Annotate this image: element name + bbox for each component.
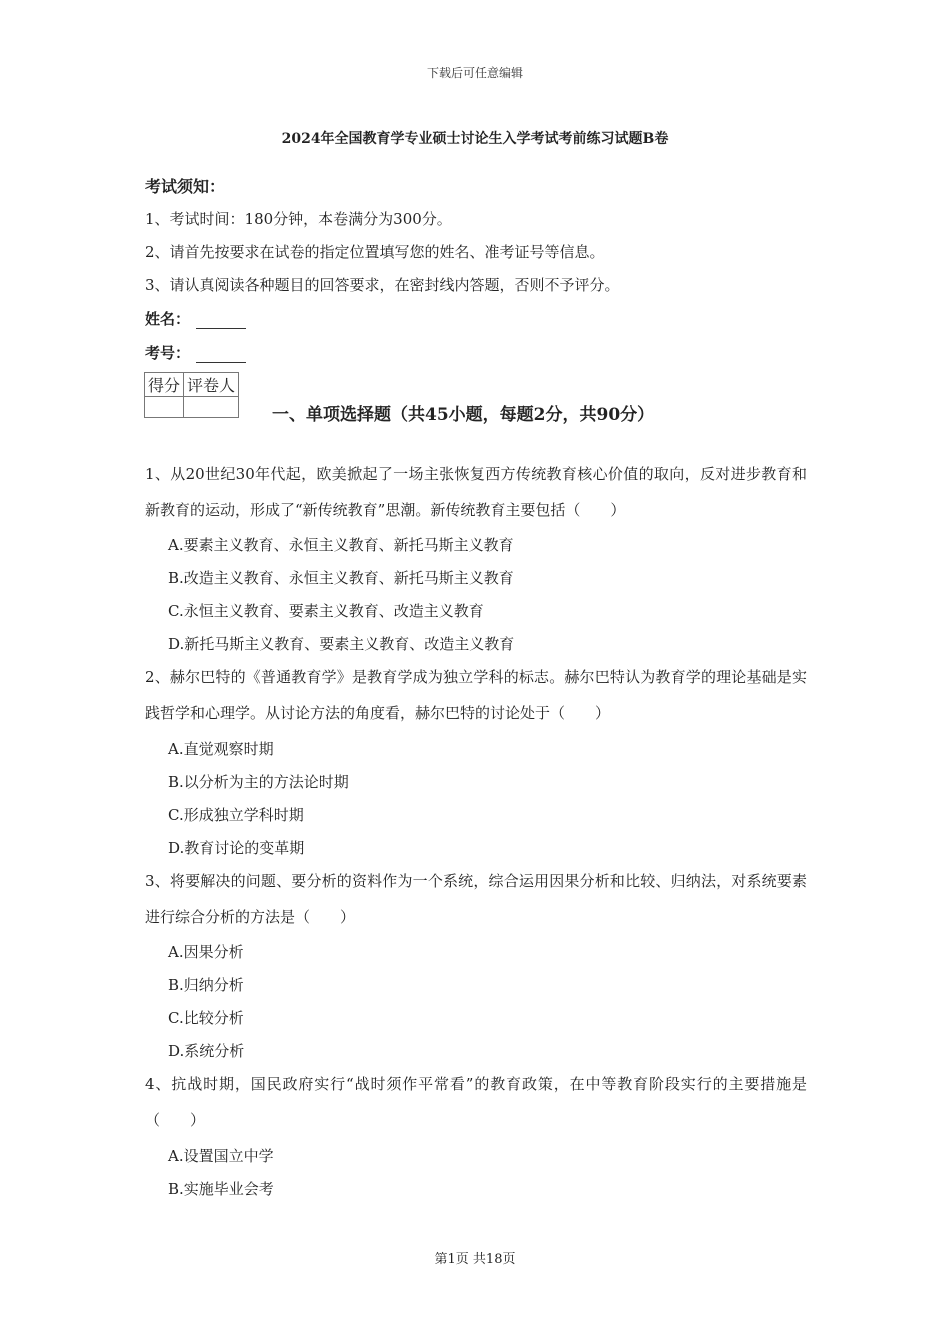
document-title: 2024年全国教育学专业硕士讨论生入学考试考前练习试题B卷	[281, 131, 669, 147]
option: C.永恒主义教育、要素主义教育、改造主义教育	[168, 602, 484, 620]
score-header: 得分	[145, 373, 184, 397]
option: A.要素主义教育、永恒主义教育、新托马斯主义教育	[168, 536, 514, 554]
id-field	[145, 342, 246, 363]
option: A.直觉观察时期	[168, 740, 274, 758]
notice-item: 2、请首先按要求在试卷的指定位置填写您的姓名、准考证号等信息。	[145, 243, 605, 261]
option: C.比较分析	[168, 1009, 244, 1027]
option: B.改造主义教育、永恒主义教育、新托马斯主义教育	[168, 569, 514, 587]
option: A.因果分析	[168, 943, 244, 961]
id-label: 考号：	[145, 344, 191, 362]
score-cell[interactable]	[145, 397, 184, 418]
question-stem: 2、赫尔巴特的《普通教育学》是教育学成为独立学科的标志。赫尔巴特认为教育学的理论基础是实践哲学和心理学。从讨论方法的角度看，赫尔巴特的讨论处于（ ）	[145, 668, 807, 722]
option: D.系统分析	[168, 1042, 245, 1060]
option: B.以分析为主的方法论时期	[168, 773, 349, 791]
page-header: 下载后可任意编辑	[426, 66, 523, 80]
option: D.教育讨论的变革期	[168, 839, 305, 857]
grader-header: 评卷人	[184, 373, 239, 397]
id-blank[interactable]	[196, 348, 246, 363]
page-footer: 第1页 共18页	[434, 1252, 516, 1267]
question-stem: 1、从20世纪30年代起，欧美掀起了一场主张恢复西方传统教育核心价值的取向，反对进步教育和新教育的运动，形成了“新传统教育”思潮。新传统教育主要包括（ ）	[145, 465, 807, 519]
option: D.新托马斯主义教育、要素主义教育、改造主义教育	[168, 635, 515, 653]
question-stem: 4、抗战时期，国民政府实行“战时须作平常看”的教育政策，在中等教育阶段实行的主要措施是（ ）	[145, 1075, 807, 1129]
option: B.实施毕业会考	[168, 1180, 274, 1198]
option: C.形成独立学科时期	[168, 806, 304, 824]
name-label: 姓名：	[145, 310, 191, 328]
score-table	[144, 372, 239, 418]
option: A.设置国立中学	[168, 1147, 274, 1165]
notice-item: 1、考试时间：180分钟，本卷满分为300分。	[145, 210, 452, 228]
question-stem: 3、将要解决的问题、要分析的资料作为一个系统，综合运用因果分析和比较、归纳法，对系统要素进行综合分析的方法是（ ）	[145, 872, 807, 926]
notice-heading: 考试须知：	[145, 177, 226, 196]
notice-item: 3、请认真阅读各种题目的回答要求，在密封线内答题，否则不予评分。	[145, 276, 620, 294]
name-field	[145, 308, 246, 329]
name-blank[interactable]	[196, 314, 246, 329]
grader-cell[interactable]	[184, 397, 239, 418]
option: B.归纳分析	[168, 976, 244, 994]
section-title: 一、单项选择题（共45小题，每题2分，共90分）	[272, 405, 655, 425]
